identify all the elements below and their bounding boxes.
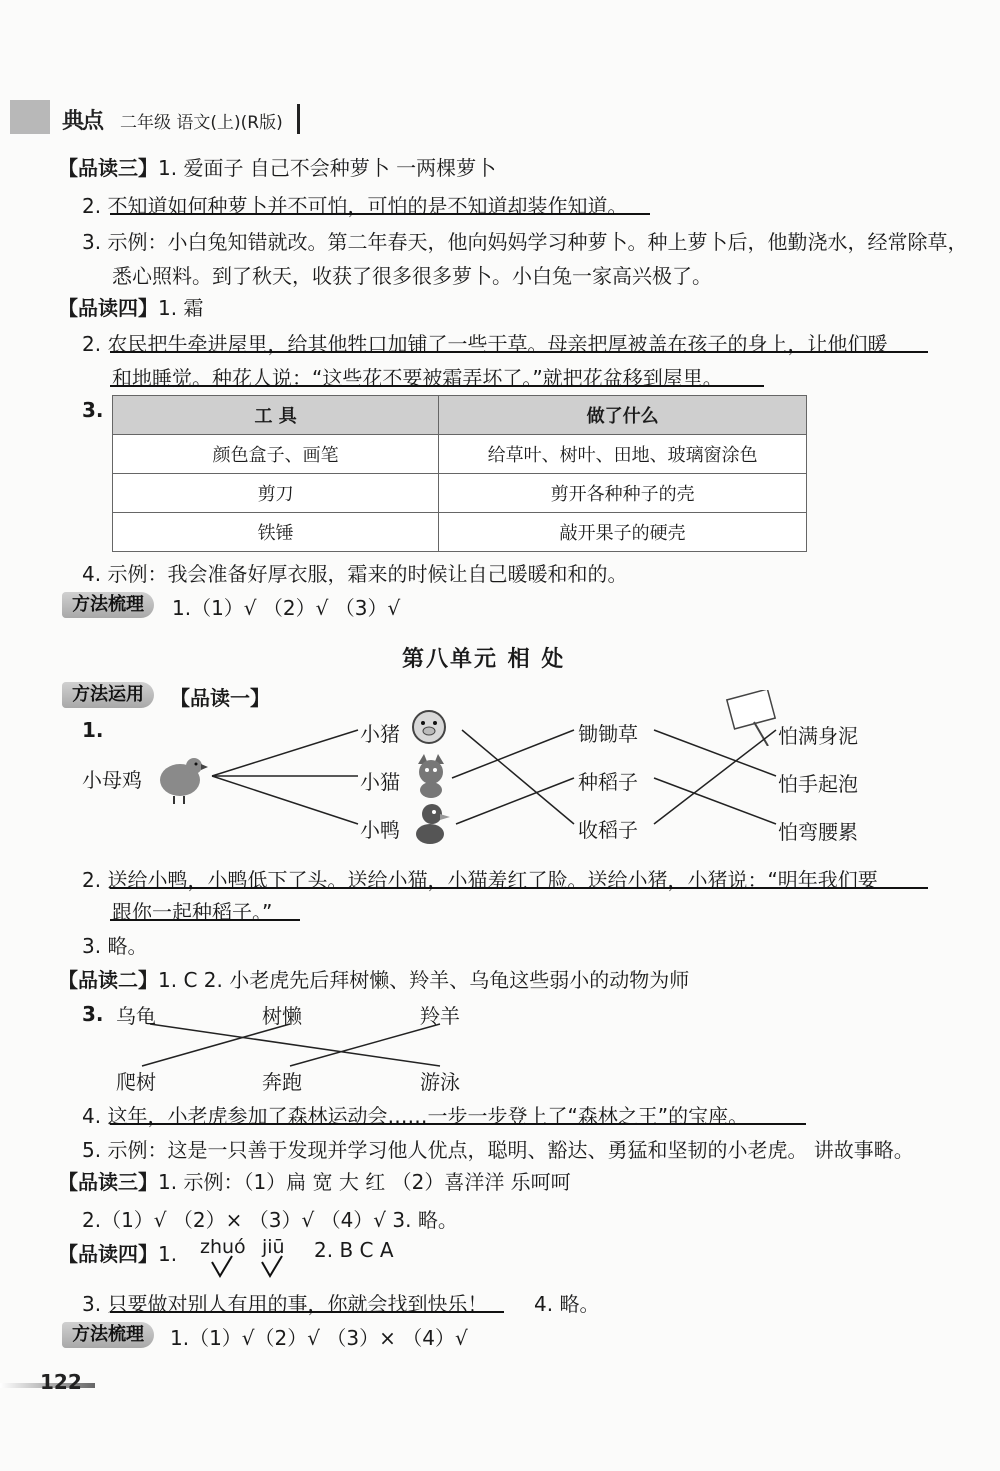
animal-cat: 小猫 — [360, 770, 400, 794]
s3-answer-2: 2. 不知道如何种萝卜并不可怕，可怕的是不知道却装作知道。 — [82, 194, 628, 218]
s4-answer-4: 4. 示例：我会准备好厚衣服，霜来的时候让自己暖暖和和的。 — [82, 562, 628, 586]
s3-answer-3b: 悉心照料。到了秋天，收获了很多很多萝卜。小白兔一家高兴极了。 — [112, 264, 712, 288]
match-line-weed-blister — [654, 730, 776, 776]
match-line-hen-pig — [212, 730, 358, 776]
hen-label: 小母鸡 — [82, 768, 142, 792]
pinyin-jiu: jiū — [262, 1236, 285, 1258]
s8-2-answer-5: 5. 示例：这是一只善于发现并学习他人优点，聪明、豁达、勇猛和坚韧的小老虎。 讲故事略。 — [82, 1138, 914, 1162]
method-apply-badge: 方法运用 — [62, 682, 154, 708]
s8-2-answer-4: 4. 这年，小老虎参加了森林运动会……一步一步登上了“森林之王”的宝座。 — [82, 1104, 749, 1128]
s8-1-q1: 1. — [82, 718, 104, 742]
check-mark — [262, 1256, 282, 1276]
match-bottom-swim: 游泳 — [420, 1070, 460, 1094]
match-bottom-climb: 爬树 — [116, 1070, 156, 1094]
check-mark — [212, 1256, 232, 1276]
s8-4-answer-3: 3. 只要做对别人有用的事，你就会找到快乐！ — [82, 1292, 488, 1316]
table-cell: 铁锤 — [113, 513, 439, 552]
s3-label: 【品读三】 — [58, 156, 158, 180]
s8-3-answer-1: 1. 示例：（1）扁 宽 大 红 （2）喜洋洋 乐呵呵 — [158, 1170, 571, 1194]
s3-answer-1: 1. 爱面子 自己不会种萝卜 一两棵萝卜 — [158, 156, 497, 180]
book-logo: 典点 — [62, 109, 103, 134]
match-top-turtle: 乌龟 — [116, 1004, 156, 1028]
s8-2-label: 【品读二】 — [58, 968, 158, 992]
pinyin-zhuo: zhuó — [200, 1236, 246, 1258]
s8-4-label: 【品读四】 — [58, 1242, 158, 1266]
match-line-turtle-swim — [150, 1024, 440, 1066]
s8-2-q3: 3. — [82, 1002, 104, 1026]
s8-3-answer-2: 2.（1）√ （2）× （3）√ （4）√ 3. 略。 — [82, 1208, 458, 1232]
table-cell: 颜色盒子、画笔 — [113, 435, 439, 474]
s4-label: 【品读四】 — [58, 296, 158, 320]
s8-4-answer-4: 4. 略。 — [534, 1292, 600, 1316]
method-summary-answers-2: 1.（1）√（2）√ （3）× （4）√ — [170, 1326, 468, 1350]
task-harvest: 收稻子 — [578, 818, 638, 842]
table-cell: 给草叶、树叶、田地、玻璃窗涂色 — [439, 435, 807, 474]
table-header-actions: 做了什么 — [439, 396, 807, 435]
s4-answer-2b: 和地睡觉。种花人说：“这些花不要被霜弄坏了。”就把花盆移到屋里。 — [112, 366, 723, 390]
excuse-blister: 怕手起泡 — [778, 772, 858, 796]
page-number: 122 — [40, 1370, 82, 1394]
table-cell: 剪刀 — [113, 474, 439, 513]
match-top-antelope: 羚羊 — [420, 1004, 460, 1028]
match-line-harvest-mud — [654, 730, 776, 824]
s4-q3-number: 3. — [82, 398, 104, 422]
s8-4-q1: 1. — [158, 1242, 178, 1266]
match-line-antelope-run — [290, 1024, 440, 1066]
s4-answer-1: 1. 霜 — [158, 296, 204, 320]
table-header-tools: 工 具 — [113, 396, 439, 435]
animal-duck: 小鸭 — [360, 818, 400, 842]
unit-title: 第八单元 相 处 — [402, 647, 566, 672]
match-line-hen-duck — [212, 776, 358, 824]
excuse-tired: 怕弯腰累 — [778, 820, 858, 844]
match-line-sloth-climb — [142, 1024, 290, 1066]
s4-answer-2: 2. 农民把牛牵进屋里，给其他牲口加铺了一些干草。母亲把厚被盖在孩子的身上，让他们暖 — [82, 332, 888, 356]
match-line-plant-tired — [654, 778, 776, 824]
s8-1-q2b: 跟你一起种稻子。” — [112, 900, 273, 924]
match-bottom-run: 奔跑 — [262, 1070, 302, 1094]
task-weed: 锄锄草 — [578, 722, 638, 746]
method-summary-badge-2: 方法梳理 — [62, 1322, 154, 1348]
task-plant: 种稻子 — [578, 770, 638, 794]
s8-2-answer-1: 1. C 2. 小老虎先后拜树懒、羚羊、乌龟这些弱小的动物为师 — [158, 968, 690, 992]
s3-answer-3: 3. 示例：小白兔知错就改。第二年春天，他向妈妈学习种萝卜。种上萝卜后，他勤浇水，经常除草， — [82, 230, 968, 254]
animal-pig: 小猪 — [360, 722, 400, 746]
match-line-pig-harvest — [462, 730, 574, 824]
book-subtitle: 二年级 语文(上)(R版) — [120, 113, 283, 133]
table-cell: 剪开各种种子的壳 — [439, 474, 807, 513]
method-summary-badge: 方法梳理 — [62, 592, 154, 618]
match-line-duck-plant — [456, 778, 574, 824]
s8-1-q2: 2. 送给小鸭，小鸭低下了头。送给小猫，小猫羞红了脸。送给小猪，小猪说：“明年我们要 — [82, 868, 878, 892]
s8-1-label: 【品读一】 — [170, 686, 270, 710]
match-top-sloth: 树懒 — [262, 1004, 302, 1028]
s8-3-label: 【品读三】 — [58, 1170, 158, 1194]
s8-1-q3: 3. 略。 — [82, 934, 148, 958]
table-cell: 敲开果子的硬壳 — [439, 513, 807, 552]
s8-4-answer-2: 2. B C A — [314, 1238, 394, 1262]
excuse-mud: 怕满身泥 — [778, 724, 858, 748]
method-summary-answers: 1.（1）√ （2）√ （3）√ — [172, 596, 401, 620]
